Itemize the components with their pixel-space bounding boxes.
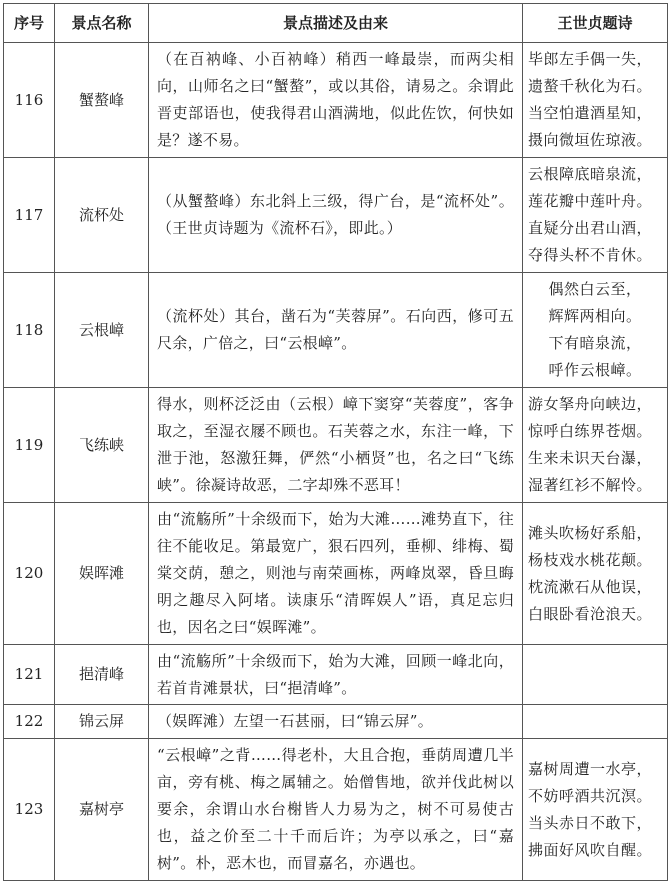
- poem-line: 莲花瓣中莲叶舟。: [528, 192, 653, 210]
- table-row: [4, 739, 668, 881]
- spot-description: （从蟹螯峰）东北斜上三级，得广台，是“流杯处”。（王世贞诗题为《流杯石》，即此。）: [149, 158, 523, 273]
- poem-line: 云根障底暗泉流，: [528, 165, 653, 183]
- poem-line: 不妨呼酒共沉溟。: [528, 786, 653, 805]
- table-row: [4, 388, 668, 503]
- table-row: [4, 158, 668, 273]
- spot-description: 由“流觞所”十余级而下，始为大滩……滩势直下，往往不能收足。第最宽广，狠石四列，垂柳、绯梅、蜀棠交荫，憩之，则池与南荣画栋，两峰岚翠，昏旦晦明之趣尽入阿堵。读康乐“清晖娱人”语，真足忘归也，因名之曰“娱晖滩”。: [149, 503, 523, 645]
- header-spot-name: 景点名称: [55, 4, 149, 43]
- row-number: 122: [4, 705, 55, 739]
- spot-description: 由“流觞所”十余级而下，始为大滩，回顾一峰北向，若首肯滩景状，曰“挹清峰”。: [149, 645, 523, 705]
- header-number: 序号: [4, 4, 55, 43]
- table-row: [4, 273, 668, 388]
- poem-line: 杨枝戏水桃花颠。: [528, 550, 653, 569]
- spot-description: 得水，则杯泛泛由（云根）嶂下窦穿“芙蓉度”，客争取之，至湿衣屦不顾也。石芙蓉之水，东注一峰，下泄于池，怒激狂舞，俨然“小栖贤”也，名之曰“飞练峡”。徐凝诗故恶，二字却殊不恶耳！: [149, 388, 523, 503]
- poem-line: 游女拏舟向峡边，: [528, 395, 653, 413]
- spot-description: （在百衲峰、小百衲峰）稍西一峰最崇，而两尖相向，山师名之曰“蟹螯”，或以其俗，请易之。余谓此晋吏部语也，使我得君山酒满地，似此佐饮，何快如是？遂不易。: [149, 43, 523, 158]
- table-row: [4, 43, 668, 158]
- spot-description: “云根嶂”之背……得老朴，大且合抱，垂荫周遭几半亩，旁有桃、梅之属辅之。始僧售地，欲并伐此树以要余，余谓山水台榭皆人力易为之，树不可易使古也，益之价至二十千而后许；为亭以承之，曰“嘉树”。朴，恶木也，而冒嘉名，亦遇也。: [149, 739, 523, 881]
- spot-name: 娱晖滩: [55, 503, 149, 645]
- poem-line: 摄向微垣佐琼液。: [528, 131, 653, 149]
- scenic-spots-table: [3, 3, 668, 881]
- poem-line: 生来未识天台瀑，: [528, 449, 653, 467]
- spot-description: （娱晖滩）左望一石甚丽，曰“锦云屏”。: [149, 705, 523, 739]
- row-number: 118: [4, 273, 55, 388]
- table-row: [4, 645, 668, 705]
- header-poem: 王世贞题诗: [523, 4, 668, 43]
- spot-name: 云根嶂: [55, 273, 149, 388]
- poem: [523, 158, 668, 273]
- poem-line: 湿著红衫不解怜。: [528, 476, 653, 494]
- poem-line: 惊呼白练界苍烟。: [528, 422, 653, 440]
- poem: [523, 43, 668, 158]
- poem-line: 夺得头杯不肯休。: [528, 246, 653, 264]
- poem-line: 嘉树周遭一水亭，: [528, 759, 653, 778]
- poem-line: 遗螯千秋化为石。: [528, 77, 653, 95]
- row-number: 123: [4, 739, 55, 881]
- poem-line: 辉辉两相向。: [548, 307, 642, 325]
- row-number: 116: [4, 43, 55, 158]
- poem: [523, 273, 668, 388]
- spot-name: 飞练峡: [55, 388, 149, 503]
- poem-line: 偶然白云至，: [548, 280, 642, 298]
- poem-line: 当头赤日不敢下，: [528, 813, 653, 832]
- spot-description: （流杯处）其台，凿石为“芙蓉屏”。石向西，修可五尺余，广倍之，曰“云根嶂”。: [149, 273, 523, 388]
- row-number: 121: [4, 645, 55, 705]
- spot-name: 流杯处: [55, 158, 149, 273]
- poem-line: 呼作云根嶂。: [548, 361, 642, 379]
- table-row: [4, 503, 668, 645]
- spot-name: 锦云屏: [55, 705, 149, 739]
- row-number: 120: [4, 503, 55, 645]
- table-row: [4, 705, 668, 739]
- poem-line: 滩头吹杨好系船，: [528, 523, 653, 542]
- spot-name: 嘉树亭: [55, 739, 149, 881]
- poem-line: 直疑分出君山酒，: [528, 219, 653, 237]
- poem-line: 毕郎左手偶一失，: [528, 50, 653, 68]
- poem-line: 白眼卧看沧浪天。: [528, 604, 653, 623]
- spot-name: 挹清峰: [55, 645, 149, 705]
- row-number: 117: [4, 158, 55, 273]
- header-description: 景点描述及由来: [149, 4, 523, 43]
- poem-line: 当空怕遣酒星知，: [528, 104, 653, 122]
- poem: [523, 705, 668, 739]
- table-header-row: [4, 4, 668, 43]
- poem-line: 枕流漱石从他误，: [528, 577, 653, 596]
- poem: [523, 739, 668, 881]
- poem: [523, 645, 668, 705]
- poem-line: 拂面好风吹自醒。: [528, 840, 653, 859]
- spot-name: 蟹螯峰: [55, 43, 149, 158]
- poem: [523, 388, 668, 503]
- row-number: 119: [4, 388, 55, 503]
- poem: [523, 503, 668, 645]
- poem-line: 下有暗泉流，: [548, 334, 642, 352]
